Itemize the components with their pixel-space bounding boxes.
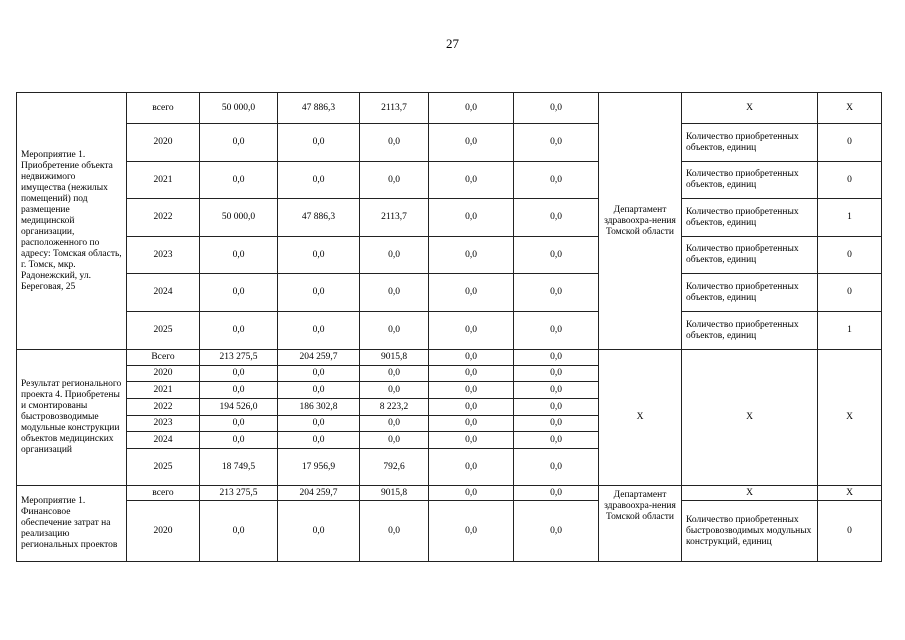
local-cell: 0,0 <box>429 237 514 274</box>
indicator-value: 0 <box>818 237 882 274</box>
year-cell: всего <box>127 486 200 501</box>
table-row <box>17 274 882 312</box>
other-cell: 0,0 <box>514 350 599 366</box>
regional-cell: 2113,7 <box>360 93 429 124</box>
indicator-cell: Количество приобретенных объектов, единиц <box>682 312 818 350</box>
other-cell: 0,0 <box>514 399 599 416</box>
local-cell: 0,0 <box>429 382 514 399</box>
regional-cell: 0,0 <box>360 237 429 274</box>
other-cell: 0,0 <box>514 199 599 237</box>
total-cell: 0,0 <box>200 382 278 399</box>
table-row <box>17 237 882 274</box>
indicator-cell: Количество приобретенных объектов, единиц <box>682 162 818 199</box>
total-cell: 0,0 <box>200 416 278 432</box>
local-cell: 0,0 <box>429 162 514 199</box>
regional-cell: 9015,8 <box>360 486 429 501</box>
responsible-executor: Департамент здравоохра-нения Томской области <box>599 93 682 350</box>
regional-cell: 0,0 <box>360 162 429 199</box>
regional-cell: 0,0 <box>360 432 429 449</box>
responsible-executor: Х <box>599 350 682 486</box>
year-cell: 2025 <box>127 312 200 350</box>
federal-cell: 17 956,9 <box>278 449 360 486</box>
year-cell: 2024 <box>127 432 200 449</box>
federal-cell: 0,0 <box>278 237 360 274</box>
responsible-executor: Департамент здравоохра-нения Томской области <box>599 486 682 562</box>
indicator-cell: Х <box>682 93 818 124</box>
regional-cell: 0,0 <box>360 416 429 432</box>
table-row <box>17 199 882 237</box>
indicator-value: 0 <box>818 501 882 562</box>
year-cell: 2021 <box>127 162 200 199</box>
indicator-cell: Количество приобретенных объектов, единиц <box>682 124 818 162</box>
regional-cell: 0,0 <box>360 124 429 162</box>
total-cell: 0,0 <box>200 366 278 382</box>
indicator-cell: Количество приобретенных объектов, единиц <box>682 237 818 274</box>
total-cell: 0,0 <box>200 237 278 274</box>
regional-cell: 9015,8 <box>360 350 429 366</box>
federal-cell: 47 886,3 <box>278 93 360 124</box>
result-name: Результат регионального проекта 4. Приобретены и смонтированы быстровозводимые модульные конструкции объектов медицинских организаций <box>17 350 127 486</box>
local-cell: 0,0 <box>429 124 514 162</box>
year-cell: 2025 <box>127 449 200 486</box>
federal-cell: 186 302,8 <box>278 399 360 416</box>
total-cell: 213 275,5 <box>200 486 278 501</box>
table-row <box>17 501 882 562</box>
federal-cell: 204 259,7 <box>278 486 360 501</box>
other-cell: 0,0 <box>514 237 599 274</box>
total-cell: 18 749,5 <box>200 449 278 486</box>
local-cell: 0,0 <box>429 399 514 416</box>
federal-cell: 0,0 <box>278 382 360 399</box>
local-cell: 0,0 <box>429 312 514 350</box>
indicator-value: Х <box>818 486 882 501</box>
indicator-value: 1 <box>818 199 882 237</box>
federal-cell: 0,0 <box>278 274 360 312</box>
page-number: 27 <box>446 36 459 51</box>
federal-cell: 0,0 <box>278 312 360 350</box>
indicator-cell: Количество приобретенных объектов, единиц <box>682 199 818 237</box>
total-cell: 0,0 <box>200 124 278 162</box>
local-cell: 0,0 <box>429 432 514 449</box>
activity-name: Мероприятие 1. Финансовое обеспечение затрат на реализацию региональных проектов <box>17 486 127 562</box>
indicator-value: 0 <box>818 124 882 162</box>
total-cell: 0,0 <box>200 162 278 199</box>
other-cell: 0,0 <box>514 432 599 449</box>
indicator-value: Х <box>818 93 882 124</box>
other-cell: 0,0 <box>514 124 599 162</box>
local-cell: 0,0 <box>429 416 514 432</box>
year-cell: 2020 <box>127 124 200 162</box>
local-cell: 0,0 <box>429 366 514 382</box>
other-cell: 0,0 <box>514 486 599 501</box>
regional-cell: 0,0 <box>360 274 429 312</box>
year-cell: 2024 <box>127 274 200 312</box>
total-cell: 0,0 <box>200 312 278 350</box>
total-cell: 0,0 <box>200 432 278 449</box>
total-cell: 50 000,0 <box>200 93 278 124</box>
program-table <box>16 92 882 562</box>
other-cell: 0,0 <box>514 416 599 432</box>
year-cell: 2023 <box>127 416 200 432</box>
indicator-cell: Количество приобретенных объектов, единиц <box>682 274 818 312</box>
table-row <box>17 350 882 366</box>
table-row <box>17 93 882 124</box>
year-cell: 2022 <box>127 399 200 416</box>
table-row <box>17 124 882 162</box>
other-cell: 0,0 <box>514 274 599 312</box>
local-cell: 0,0 <box>429 501 514 562</box>
local-cell: 0,0 <box>429 93 514 124</box>
total-cell: 0,0 <box>200 274 278 312</box>
regional-cell: 0,0 <box>360 501 429 562</box>
year-cell: 2023 <box>127 237 200 274</box>
other-cell: 0,0 <box>514 366 599 382</box>
year-cell: 2021 <box>127 382 200 399</box>
federal-cell: 0,0 <box>278 366 360 382</box>
indicator-value: Х <box>818 350 882 486</box>
regional-cell: 0,0 <box>360 366 429 382</box>
federal-cell: 47 886,3 <box>278 199 360 237</box>
table-row <box>17 312 882 350</box>
regional-cell: 8 223,2 <box>360 399 429 416</box>
local-cell: 0,0 <box>429 486 514 501</box>
indicator-cell: Х <box>682 486 818 501</box>
indicator-cell: Количество приобретенных быстровозводимых модульных конструкций, единиц <box>682 501 818 562</box>
other-cell: 0,0 <box>514 449 599 486</box>
year-cell: 2020 <box>127 501 200 562</box>
other-cell: 0,0 <box>514 312 599 350</box>
total-cell: 194 526,0 <box>200 399 278 416</box>
federal-cell: 0,0 <box>278 124 360 162</box>
year-cell: 2020 <box>127 366 200 382</box>
local-cell: 0,0 <box>429 350 514 366</box>
federal-cell: 0,0 <box>278 162 360 199</box>
indicator-value: 0 <box>818 274 882 312</box>
other-cell: 0,0 <box>514 162 599 199</box>
table-row <box>17 486 882 501</box>
total-cell: 50 000,0 <box>200 199 278 237</box>
federal-cell: 0,0 <box>278 416 360 432</box>
total-cell: 213 275,5 <box>200 350 278 366</box>
indicator-value: 0 <box>818 162 882 199</box>
federal-cell: 204 259,7 <box>278 350 360 366</box>
federal-cell: 0,0 <box>278 432 360 449</box>
year-cell: всего <box>127 93 200 124</box>
year-cell: 2022 <box>127 199 200 237</box>
year-cell: Всего <box>127 350 200 366</box>
regional-cell: 792,6 <box>360 449 429 486</box>
local-cell: 0,0 <box>429 449 514 486</box>
total-cell: 0,0 <box>200 501 278 562</box>
regional-cell: 0,0 <box>360 382 429 399</box>
indicator-value: 1 <box>818 312 882 350</box>
other-cell: 0,0 <box>514 501 599 562</box>
activity-name: Мероприятие 1. Приобретение объекта недвижимого имущества (нежилых помещений) под размещение медицинской организации, расположенного по адресу: Томская область, г. Томск, мкр. Радонежский, ул. Береговая, 25 <box>17 93 127 350</box>
local-cell: 0,0 <box>429 274 514 312</box>
other-cell: 0,0 <box>514 93 599 124</box>
federal-cell: 0,0 <box>278 501 360 562</box>
other-cell: 0,0 <box>514 382 599 399</box>
regional-cell: 2113,7 <box>360 199 429 237</box>
local-cell: 0,0 <box>429 199 514 237</box>
indicator-cell: Х <box>682 350 818 486</box>
regional-cell: 0,0 <box>360 312 429 350</box>
table-row <box>17 162 882 199</box>
